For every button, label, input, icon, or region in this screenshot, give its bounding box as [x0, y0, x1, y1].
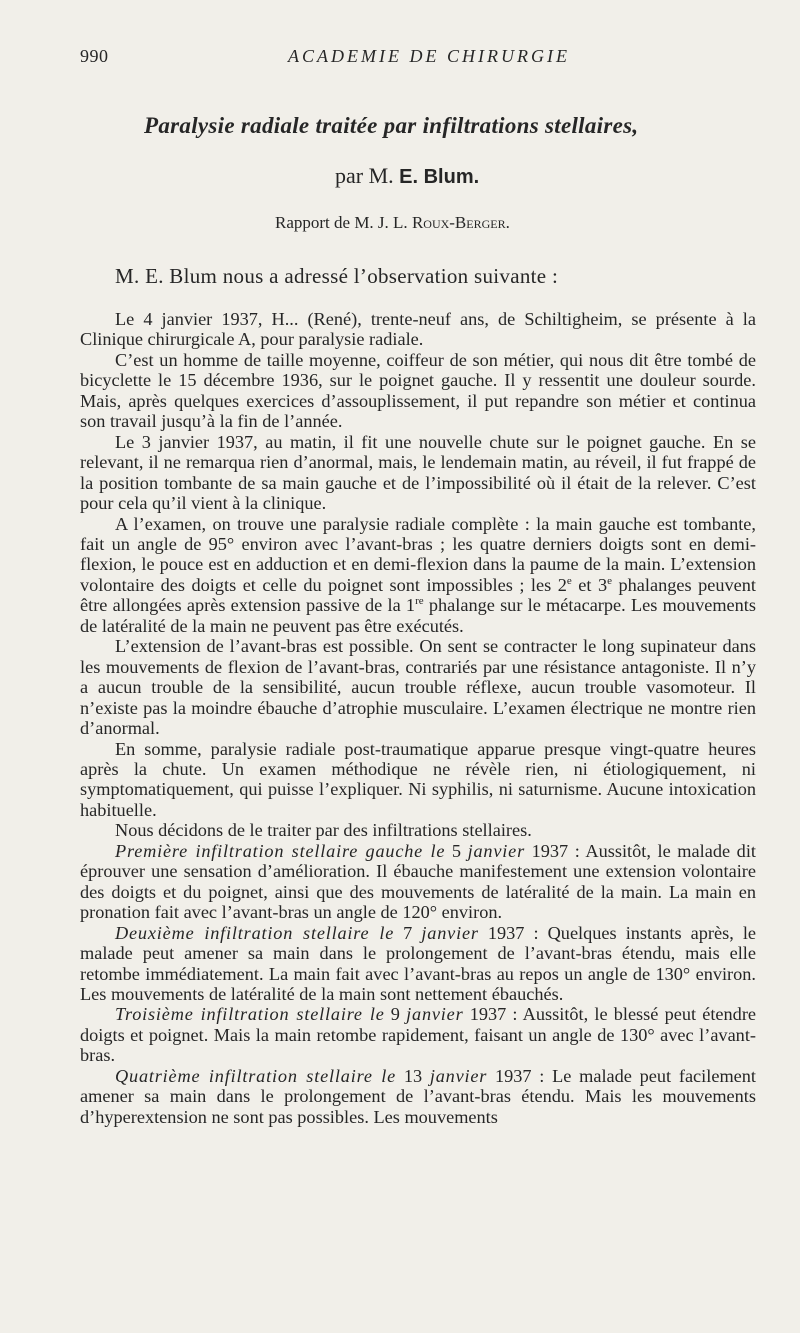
italic-lead: Première infiltration stellaire gauche le	[115, 840, 446, 861]
paragraph: Nous décidons de le traiter par des infiltrations stellaires.	[115, 820, 532, 841]
paragraph	[80, 841, 756, 923]
superscript: re	[415, 595, 424, 608]
text-run: et 3	[571, 574, 608, 595]
text-run: 1937 : Aussitôt, le malade dit éprouver une sensation d’amélioration. Il ébauche manifestement une extension volontaire des doigts et du poignet, ainsi que des mouvements de latéralité de la main. La main en pronation fait avec l’avant-bras un angle de 120° environ.	[80, 840, 756, 923]
superscript: e	[566, 574, 572, 587]
text-run: 1937 : Quelques instants après, le malade peut amener sa main dans le prolongement de l’avant-bras étendu, mais elle retombe immédiatement. La main fait avec l’avant-bras au repos un angle de 130° environ. Les mouvements de latéralité de la main sont nettement ébauchés.	[80, 922, 757, 1004]
paragraph: C’est un homme de taille moyenne, coiffeur de son métier, qui nous dit être tombé de bicyclette le 15 décembre 1936, sur le poignet gauche. Il y ressentit une douleur sourde. Mais, après quelques exercices d’assouplissement, il put repandre son métier et continua son travail jusqu’à la fin de l’année.	[80, 349, 756, 432]
paragraph: Le 4 janvier 1937, H... (René), trente-neuf ans, de Schiltigheim, se présente à la Clinique chirurgicale A, pour paralysie radiale.	[80, 309, 756, 350]
page	[80, 0, 756, 1333]
italic-lead: janvier	[467, 840, 525, 861]
text-run: phalanges peuvent être allongées après extension passive de la 1	[80, 574, 756, 616]
italic-lead: Deuxième infiltration stellaire le	[115, 922, 395, 943]
italic-lead: Troisième infiltration stellaire le	[115, 1004, 385, 1025]
paragraph: En somme, paralysie radiale post-traumatique apparue presque vingt-quatre heures après la chute. Un examen méthodique ne révèle rien, ni étiologiquement, ni symptomatiquement, qui puisse l’expliquer. Ni syphilis, ni saturnisme. Aucune intoxication habituelle.	[80, 738, 756, 820]
italic-lead: janvier	[406, 1004, 464, 1025]
italic-lead: janvier	[429, 1065, 488, 1086]
text-run: 7	[394, 922, 422, 943]
running-header	[80, 46, 756, 70]
intro-line: M. E. Blum nous a adressé l’observation suivante :	[115, 264, 559, 288]
paragraph: L’extension de l’avant-bras est possible. On sent se contracter le long supinateur dans les mouvements de flexion de l’avant-bras, contrariés par une résistance antagoniste. Il n’y a aucun trouble de la sensibilité, aucun trouble réflexe, aucun trouble vasomoteur. Il n’existe pas la moindre ébauche d’atrophie musculaire. L’examen électrique ne montre rien d’anormal.	[80, 636, 756, 739]
text-run: 13	[396, 1065, 430, 1086]
byline-author: E. Blum.	[399, 166, 480, 188]
report-author: Roux-Berger.	[411, 213, 510, 232]
italic-lead: Quatrième infiltration stellaire le	[115, 1065, 397, 1086]
article-body	[80, 309, 756, 1127]
report-line	[275, 213, 510, 233]
text-run: 5	[445, 840, 468, 861]
page-number: 990	[80, 46, 109, 66]
superscript: e	[607, 574, 613, 587]
article-byline	[335, 163, 479, 189]
paragraph	[80, 1066, 756, 1127]
text-run: 9	[384, 1004, 407, 1025]
paragraph	[80, 1004, 756, 1065]
text-run: 1937 : Aussitôt, le blessé peut étendre doigts et poignet. Mais la main retombe rapidement, faisant un angle de 130° avec l’avant-bras.	[80, 1004, 757, 1066]
paragraph	[80, 514, 756, 637]
report-prefix: Rapport de M. J. L.	[275, 213, 412, 232]
paragraph: Le 3 janvier 1937, au matin, il fit une nouvelle chute sur le poignet gauche. En se relevant, il ne remarqua rien d’anormal, mais, le lendemain matin, au réveil, il fut frappé de la position tombante de sa main gauche et de l’impossibilité où il était de la relever. C’est pour cela qu’il vient à la clinique.	[80, 431, 756, 514]
running-title: ACADEMIE DE CHIRURGIE	[288, 46, 570, 66]
byline-prefix: par M.	[335, 163, 400, 188]
text-run: A l’examen, on trouve une paralysie radiale complète : la main gauche est tombante, fait un angle de 95° environ avec l’avant-bras ; les quatre derniers doigts sont en demi-flexion, le pouce est en adduction et en demi-flexion dans la paume de la main. L’extension volontaire des doigts et celle du poignet sont impossibles ; les 2	[80, 513, 756, 595]
text-run: phalange sur le métacarpe. Les mouvements de latéralité de la main ne peuvent pas être exécutés.	[80, 595, 756, 636]
text-run: 1937 : Le malade peut facilement amener sa main dans le prolongement de l’avant-bras étendu. Mais les mouvements d’hyperextension ne sont pas possibles. Les mouvements	[80, 1065, 756, 1127]
italic-lead: janvier	[421, 922, 479, 943]
paragraph	[80, 923, 756, 1005]
article-title: Paralysie radiale traitée par infiltrations stellaires,	[144, 113, 639, 138]
